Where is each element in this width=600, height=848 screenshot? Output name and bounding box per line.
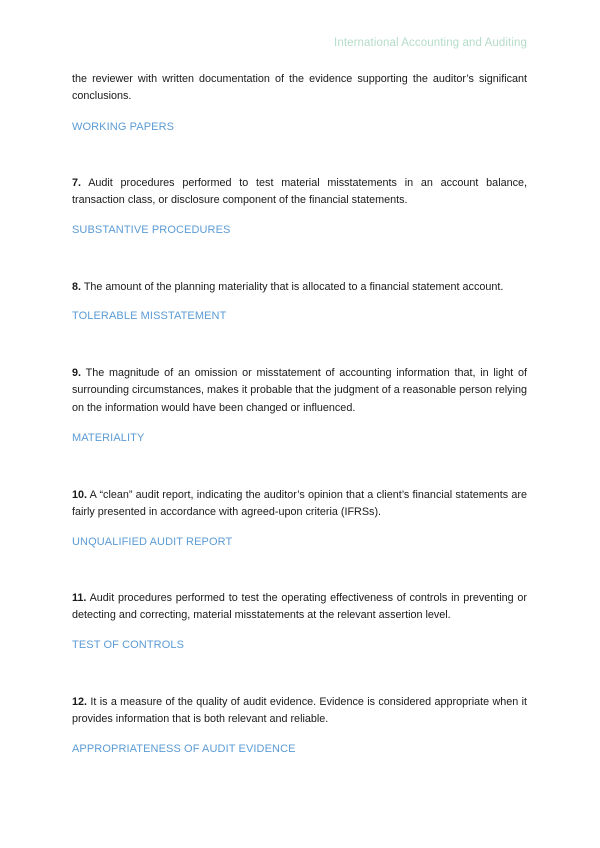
question-number: 12. <box>72 696 88 708</box>
question-text <box>72 590 527 625</box>
question-number: 11. <box>72 592 87 604</box>
question-text <box>72 694 527 729</box>
question-number: 10. <box>72 489 88 501</box>
question-number: 7. <box>72 177 82 189</box>
answer-label: TOLERABLE MISSTATEMENT <box>72 310 227 322</box>
question-body: The amount of the planning materiality that is allocated to a financial statement account. <box>83 281 504 293</box>
question-number: 8. <box>72 281 82 293</box>
question-block-continuation <box>72 71 527 106</box>
question-block-8 <box>72 279 527 296</box>
question-text <box>72 71 527 106</box>
answer-label: SUBSTANTIVE PROCEDURES <box>72 224 231 236</box>
question-text <box>72 365 527 417</box>
question-block-10 <box>72 487 527 522</box>
question-body: the reviewer with written documentation of the evidence supporting the auditor’s significant conclusions. <box>72 73 527 103</box>
question-body: The magnitude of an omission or misstatement of accounting information that, in light of surrounding circumstances, makes it probable that the judgment of a reasonable person relying on the information would have been changed or influenced. <box>72 367 527 414</box>
answer-label: APPROPRIATENESS OF AUDIT EVIDENCE <box>72 743 296 755</box>
question-block-12 <box>72 694 527 729</box>
question-text <box>72 487 527 522</box>
question-number: 9. <box>72 367 82 379</box>
question-text <box>72 175 527 210</box>
question-body: It is a measure of the quality of audit evidence. Evidence is considered appropriate when it provides information that is both relevant and reliable. <box>72 696 527 726</box>
answer-label: WORKING PAPERS <box>72 121 175 133</box>
question-body: Audit procedures performed to test material misstatements in an account balance, transaction class, or disclosure component of the financial statements. <box>72 177 528 207</box>
answer-label: TEST OF CONTROLS <box>72 639 185 651</box>
question-text <box>72 279 527 296</box>
question-block-9 <box>72 365 527 417</box>
answer-label: UNQUALIFIED AUDIT REPORT <box>72 536 233 548</box>
question-block-7 <box>72 175 527 210</box>
page-header-title: International Accounting and Auditing <box>334 37 527 49</box>
question-body: Audit procedures performed to test the operating effectiveness of controls in preventing or detecting and correcting, material misstatements at the relevant assertion level. <box>72 592 528 622</box>
question-block-11 <box>72 590 527 625</box>
answer-label: MATERIALITY <box>72 432 145 444</box>
question-body: A “clean” audit report, indicating the auditor’s opinion that a client’s financial statements are fairly presented in accordance with agreed-upon criteria (IFRSs). <box>72 489 527 519</box>
